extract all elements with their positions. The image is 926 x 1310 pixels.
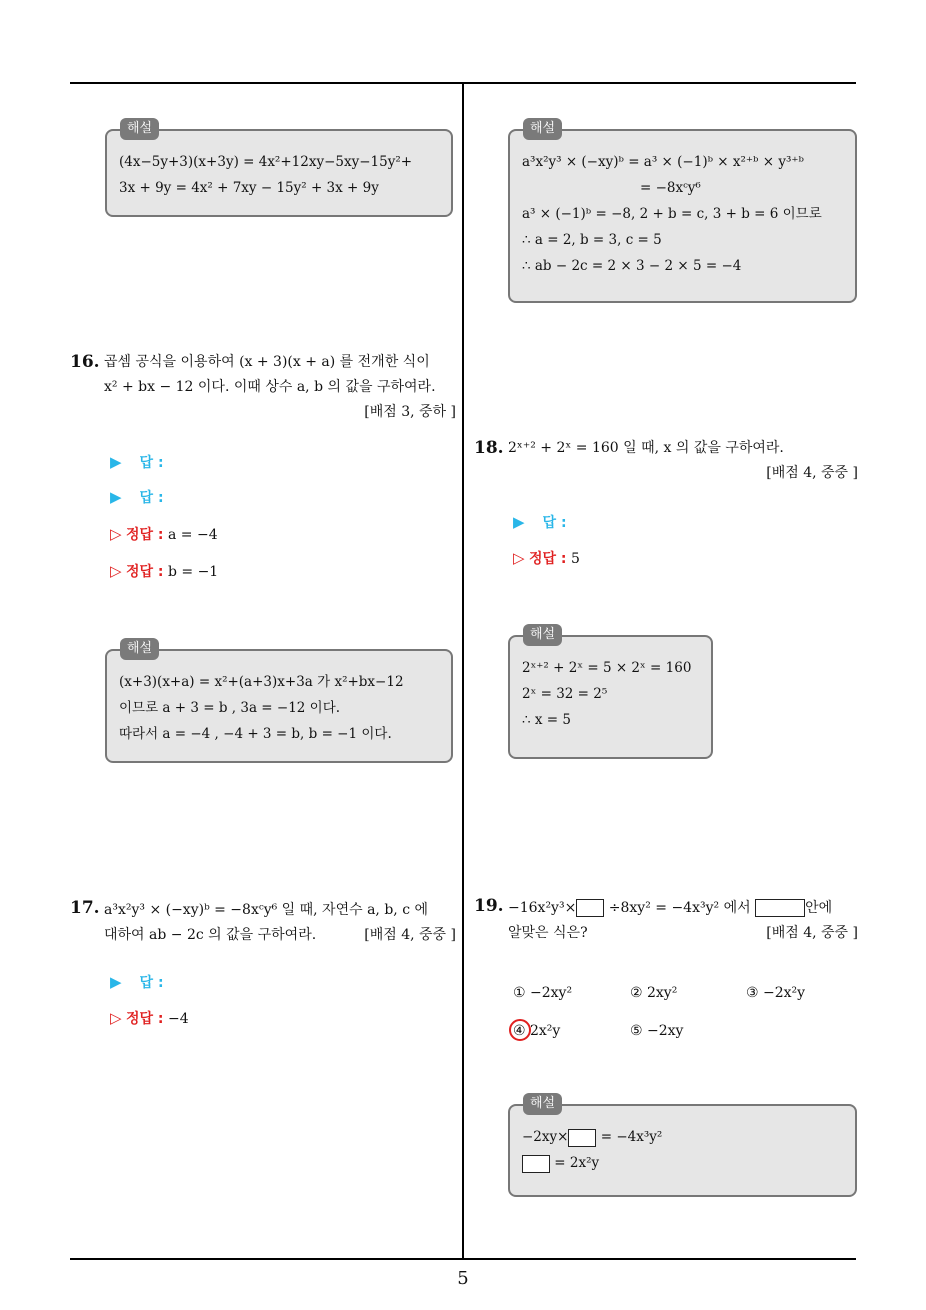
question-text [508, 436, 858, 486]
blank-box [568, 1129, 596, 1147]
choice-4[interactable]: ④ 2x²y [513, 1023, 561, 1039]
q17-solution-box [508, 121, 857, 303]
question-fragment: ÷8xy² = −4x³y² 에서 [608, 900, 751, 916]
q15-solution-box [105, 121, 453, 217]
correct-answer-value: b = −1 [167, 564, 219, 580]
solution-tag: 해설 [120, 638, 159, 660]
correct-label: 정답 : [126, 1011, 164, 1027]
question-text [104, 350, 456, 425]
blank-box [522, 1155, 550, 1173]
choice-3[interactable]: ③ −2x²y [746, 985, 806, 1001]
question-line-row [104, 923, 456, 948]
outline-triangle-icon: ▷ [513, 549, 525, 567]
choice-5[interactable]: ⑤ −2xy [630, 1023, 684, 1039]
answer-row [110, 452, 164, 473]
outline-triangle-icon: ▷ [110, 525, 122, 543]
question-line: 곱셈 공식을 이용하여 (x + 3)(x + a) 를 전개한 식이 [104, 354, 430, 370]
answer-label: 답 : [139, 490, 164, 506]
correct-answer-row [110, 1008, 189, 1029]
answer-label: 답 : [542, 515, 567, 531]
answer-row [110, 972, 164, 993]
question-line-row [508, 921, 858, 946]
question-line: 알맞은 식은? [508, 925, 588, 941]
solution-line [522, 1150, 843, 1176]
answer-row [513, 512, 567, 533]
question-meta: [배점 4, 중중 ] [364, 927, 456, 943]
solution-tag: 해설 [523, 624, 562, 646]
correct-answer-row [110, 561, 218, 582]
solution-line: 이므로 a + 3 = b , 3a = −12 이다. [119, 700, 341, 716]
solution-line: ∴ a = 2, b = 3, c = 5 [522, 232, 662, 248]
solution-line: 2ˣ = 32 = 2⁵ [522, 686, 608, 702]
question-fragment: 안에 [805, 900, 833, 916]
play-triangle-icon: ▶ [513, 513, 525, 531]
bottom-rule [70, 1258, 856, 1260]
solution-line: a³ × (−1)ᵇ = −8, 2 + b = c, 3 + b = 6 이므로 [522, 206, 822, 222]
answer-label: 답 : [139, 975, 164, 991]
answer-row [110, 487, 164, 508]
question-text [508, 896, 858, 946]
question-number: 16. [70, 352, 100, 372]
correct-answer-value: −4 [167, 1011, 189, 1027]
outline-triangle-icon: ▷ [110, 1009, 122, 1027]
solution-line: (4x−5y+3)(x+3y) = 4x²+12xy−5xy−15y²+ [119, 154, 413, 170]
solution-tag: 해설 [523, 118, 562, 140]
correct-label: 정답 : [126, 527, 164, 543]
solution-line: 3x + 9y = 4x² + 7xy − 15y² + 3x + 9y [119, 180, 379, 196]
q19-solution-box [508, 1096, 857, 1197]
question-line: 대하여 ab − 2c 의 값을 구하여라. [104, 927, 317, 943]
solution-fragment: = −4x³y² [600, 1129, 663, 1145]
question-number: 19. [474, 896, 504, 916]
solution-tag: 해설 [523, 1093, 562, 1115]
blank-box [755, 899, 805, 917]
answer-label: 답 : [139, 455, 164, 471]
question-number: 17. [70, 898, 100, 918]
correct-label: 정답 : [126, 564, 164, 580]
column-divider [462, 82, 464, 1259]
correct-answer-value: 5 [570, 551, 580, 567]
question-meta: [배점 3, 중하 ] [364, 404, 456, 420]
solution-line [522, 1124, 843, 1150]
question-line [508, 896, 858, 921]
question-text [104, 898, 456, 948]
question-line: 2ˣ⁺² + 2ˣ = 160 일 때, x 의 값을 구하여라. [508, 440, 784, 456]
solution-line: ∴ ab − 2c = 2 × 3 − 2 × 5 = −4 [522, 258, 742, 274]
selected-answer-circle-icon [509, 1019, 531, 1041]
solution-line: = −8xᶜy⁶ [640, 180, 701, 196]
correct-answer-value: a = −4 [167, 527, 218, 543]
solution-fragment: −2xy× [522, 1129, 569, 1145]
choice-1[interactable]: ① −2xy² [513, 985, 573, 1001]
solution-line: ∴ x = 5 [522, 712, 571, 728]
question-number: 18. [474, 438, 504, 458]
play-triangle-icon: ▶ [110, 453, 122, 471]
choice-2[interactable]: ② 2xy² [630, 985, 678, 1001]
correct-answer-row [513, 548, 580, 569]
q18-solution-box [508, 627, 713, 759]
play-triangle-icon: ▶ [110, 488, 122, 506]
play-triangle-icon: ▶ [110, 973, 122, 991]
outline-triangle-icon: ▷ [110, 562, 122, 580]
correct-label: 정답 : [529, 551, 567, 567]
question-meta: [배점 4, 중중 ] [766, 465, 858, 481]
solution-tag: 해설 [120, 118, 159, 140]
question-fragment: −16x²y³× [508, 900, 577, 916]
question-meta: [배점 4, 중중 ] [766, 925, 858, 941]
blank-box [576, 899, 604, 917]
solution-line: 따라서 a = −4 , −4 + 3 = b, b = −1 이다. [119, 726, 392, 742]
page-number: 5 [457, 1268, 469, 1289]
solution-fragment: = 2x²y [554, 1155, 600, 1171]
solution-line: a³x²y³ × (−xy)ᵇ = a³ × (−1)ᵇ × x²⁺ᵇ × y³⁺ᵇ [522, 154, 804, 170]
correct-answer-row [110, 524, 218, 545]
solution-line: 2ˣ⁺² + 2ˣ = 5 × 2ˣ = 160 [522, 660, 692, 676]
solution-line: (x+3)(x+a) = x²+(a+3)x+3a 가 x²+bx−12 [119, 674, 404, 690]
question-line: a³x²y³ × (−xy)ᵇ = −8xᶜy⁶ 일 때, 자연수 a, b, c 에 [104, 902, 429, 918]
question-line: x² + bx − 12 이다. 이때 상수 a, b 의 값을 구하여라. [104, 379, 436, 395]
q16-solution-box [105, 641, 453, 763]
